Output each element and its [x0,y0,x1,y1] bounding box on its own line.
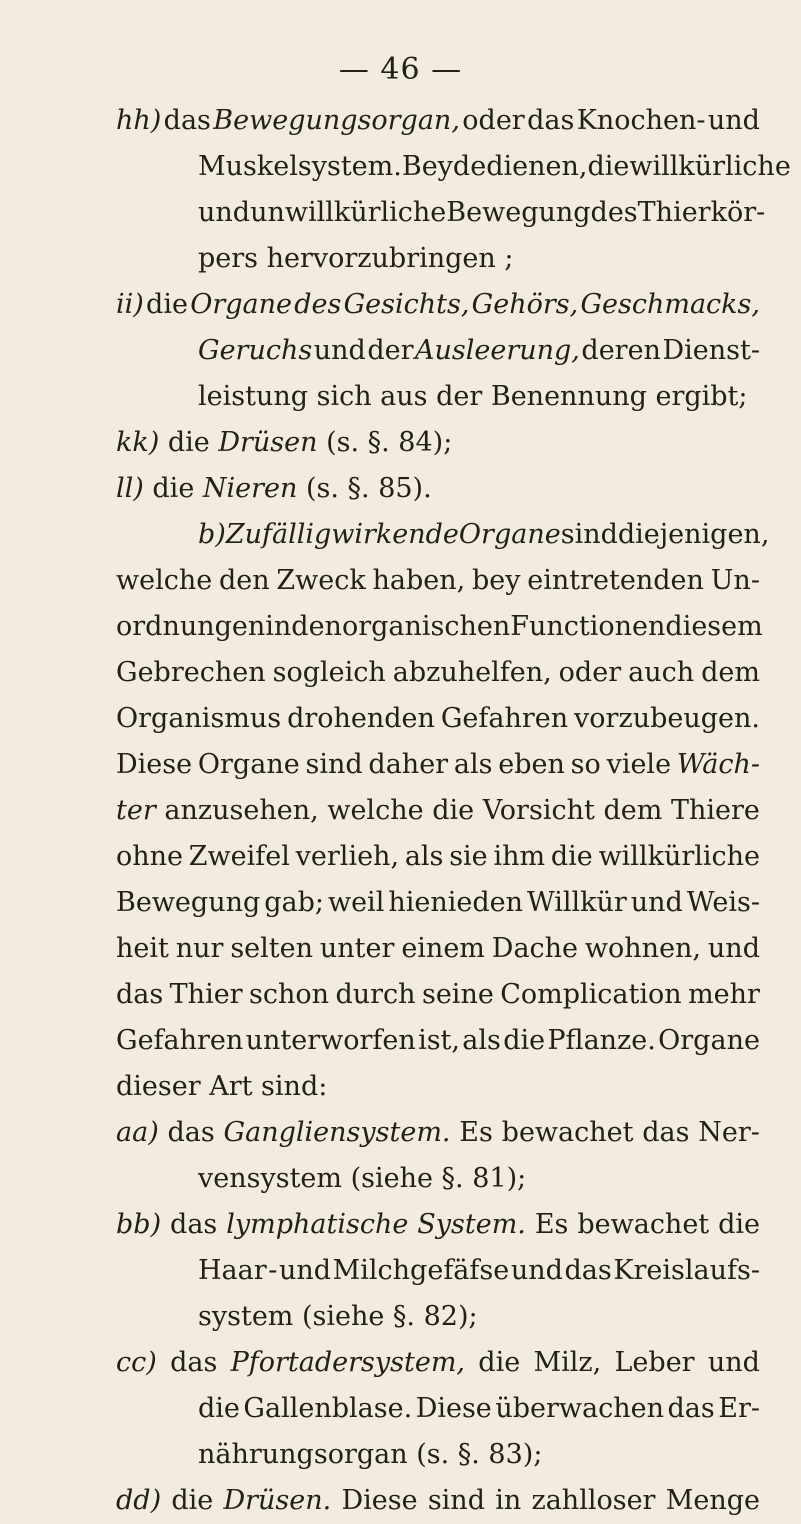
word: mehr [688,979,760,1010]
word: unterworfen [245,1025,416,1056]
word: Zweifel [188,841,290,872]
word: organischen [341,611,511,642]
word: anzusehen, [164,795,319,826]
word: Beyde [401,151,487,182]
text-run: vensystem (siehe §. 81); [198,1163,527,1194]
word: sind [305,749,363,780]
text-line [116,788,760,834]
word: bewachet [501,1117,634,1148]
word: Organismus [116,703,282,734]
text-run: die [143,473,203,504]
text-line [116,926,760,972]
word: ordnungen [116,611,266,642]
text-line [116,696,760,742]
italic-word: wirkende [331,519,459,550]
italic-word: Gangliensystem. [223,1117,451,1148]
word: selten [230,933,314,964]
word: Milz, [533,1347,602,1378]
word: und [707,1347,760,1378]
italic-word: Organe [190,289,292,320]
word: die [432,795,475,826]
word: Milchgefäfse [332,1255,510,1286]
word: haben, [372,565,466,596]
word: Pflanze. [547,1025,656,1056]
text-line [198,144,791,190]
word: das [163,105,211,136]
word: überwachen [495,1393,664,1424]
italic-run: Drüsen [218,427,318,458]
italic-run: Nieren [202,473,298,504]
word: unter [319,933,395,964]
word: ihm [493,841,546,872]
word: Vorsicht [482,795,595,826]
word: oder [462,105,525,136]
word: dem [701,657,760,688]
text-line [198,1248,760,1294]
word: Gallenblase. [243,1393,413,1424]
word: ist, [418,1025,460,1056]
word: seine [421,979,494,1010]
text-line [116,604,763,650]
word: das [167,1117,215,1148]
word: eben [498,749,565,780]
text-line [116,834,760,880]
word: die [587,151,630,182]
italic-word: ii) [116,289,144,320]
text-line [116,420,516,466]
word: diejenigen, [617,519,770,550]
text-line [198,1386,760,1432]
text-run: dieser Art sind: [116,1071,328,1102]
word: deren [581,335,661,366]
word: dem [603,795,663,826]
word: als [453,749,493,780]
word: Dache [491,933,579,964]
word: viele [606,749,672,780]
word: und [707,105,760,136]
text-run: (s. §. 84); [317,427,453,458]
word: Menge [665,1485,760,1516]
word: Gefahren [116,1025,244,1056]
text-line [116,650,760,696]
word: das [667,1393,715,1424]
word: und [313,335,366,366]
word: das [527,105,575,136]
word: bewachet [577,1209,710,1240]
word: und [278,1255,332,1286]
word: das [170,1209,218,1240]
italic-word: Organe [458,519,561,550]
word: Haar [198,1255,267,1286]
italic-word: aa) [116,1117,159,1148]
word: und [510,1255,563,1286]
text-line [116,466,446,512]
italic-word: lymphatische [226,1209,409,1240]
word: drohenden [287,703,435,734]
italic-word: Bewegungsorgan, [213,105,460,136]
italic-word: Ausleerung, [415,335,580,366]
word: einem [401,933,485,964]
word: welche [116,565,213,596]
word: als [404,841,444,872]
italic-word: Gehörs, [471,289,579,320]
word: vorzubeugen. [574,703,760,734]
word: Diese [341,1485,418,1516]
italic-word: Drüsen. [223,1485,332,1516]
word: durch [335,979,416,1010]
word: Ner- [698,1117,760,1148]
word: Diese [116,749,193,780]
word: sogleich [272,657,386,688]
italic-word: Pfortadersystem, [230,1347,466,1378]
word: Organe [658,1025,760,1056]
text-run: leistung sich aus der Benennung ergibt; [198,381,748,412]
word: zahlloser [531,1485,656,1516]
text-line [116,880,760,926]
text-line [116,972,760,1018]
text-line [116,1340,760,1386]
word: eintretenden [527,565,704,596]
word: Leber [614,1347,695,1378]
word: das [642,1117,690,1148]
text-line [116,1018,760,1064]
word: Gefahren [440,703,569,734]
text-line [116,1478,760,1524]
word: die [171,1485,214,1516]
word: Thiere [671,795,760,826]
word: daher [368,749,449,780]
text-line [116,282,760,328]
word: und [630,887,683,918]
word: hienieden [388,887,523,918]
italic-run: kk) [116,427,160,458]
word: willkürliche [598,841,760,872]
word: gab; [264,887,324,918]
text-line [116,558,760,604]
word: heit [116,933,169,964]
text-line [198,328,760,374]
word: in [265,611,292,642]
word: den [218,565,270,596]
word: das [116,979,164,1010]
word: Kreislaufs- [613,1255,760,1286]
word: willkürliche [629,151,791,182]
text-line [198,512,770,558]
word: die [478,1347,521,1378]
text-run: pers hervorzubringen ; [198,243,514,274]
text-line [116,1110,760,1156]
word: Diese [415,1393,492,1424]
word: Knochen- [576,105,706,136]
text-run: nährungsorgan (s. §. 83); [198,1439,543,1470]
word: die [503,1025,546,1056]
word: Un- [710,565,760,596]
word: abzuhelfen, [392,657,552,688]
text-run: system (siehe §. 82); [198,1301,478,1332]
word: ohne [116,841,184,872]
word: die [146,289,188,320]
word: das [564,1255,612,1286]
word: das [170,1347,218,1378]
word: die [718,1209,760,1240]
text-run: (s. §. 85). [297,473,432,504]
word: oder [558,657,622,688]
word: Willkür [526,887,627,918]
italic-run: ll) [116,473,144,504]
word: - [268,1255,278,1286]
word: sind [427,1485,485,1516]
text-run: die [159,427,219,458]
word: die [550,841,593,872]
page-number: — 46 — [338,52,463,87]
word: sind [560,519,618,550]
italic-word: Gesichts, [343,289,470,320]
italic-word: des [294,289,342,320]
italic-word: System. [417,1209,526,1240]
word: und [707,933,760,964]
word: als [462,1025,501,1056]
word: Zweck [276,565,366,596]
word: Functionen [510,611,666,642]
italic-word: hh) [116,105,162,136]
word: Weis- [686,887,760,918]
word: Organe [197,749,300,780]
word: Bewegung [446,197,591,228]
word: den [291,611,342,642]
italic-word: Geruchs [198,335,313,366]
word: in [495,1485,522,1516]
word: welche [327,795,424,826]
word: nur [175,933,224,964]
text-line [116,1064,326,1110]
word: und [198,197,251,228]
text-line [198,1156,538,1202]
italic-word: dd) [116,1485,162,1516]
word: dienen, [486,151,588,182]
word: Complication [500,979,682,1010]
italic-word: cc) [116,1347,157,1378]
word: des [590,197,638,228]
italic-word: bb) [116,1209,162,1240]
word: Dienst- [662,335,760,366]
word: Es [459,1117,493,1148]
text-line [116,742,760,788]
italic-word: ter [116,795,156,826]
text-line [198,1294,528,1340]
word: weil [327,887,385,918]
word: schon [249,979,330,1010]
text-line [116,1202,760,1248]
word: Es [534,1209,569,1240]
word: unwillkürliche [250,197,447,228]
word: sie [449,841,488,872]
text-line [198,374,748,420]
italic-word: Wäch- [676,749,760,780]
text-line [198,236,514,282]
word: Thier [169,979,243,1010]
word: verlieh, [295,841,400,872]
word: wohnen, [584,933,702,964]
italic-word: Zufällig [225,519,332,550]
word: bey [472,565,521,596]
text-line [116,98,760,144]
word: Gebrechen [116,657,266,688]
word: diesem [665,611,763,642]
italic-word: Geschmacks, [580,289,760,320]
italic-word: b) [198,519,226,550]
word: Muskelsystem. [198,151,402,182]
text-line [198,190,766,236]
word: der [367,335,414,366]
text-line [198,1432,548,1478]
word: die [198,1393,240,1424]
word: so [570,749,601,780]
word: auch [628,657,695,688]
word: Bewegung [116,887,261,918]
word: Thierkör- [637,197,766,228]
word: Er- [718,1393,760,1424]
